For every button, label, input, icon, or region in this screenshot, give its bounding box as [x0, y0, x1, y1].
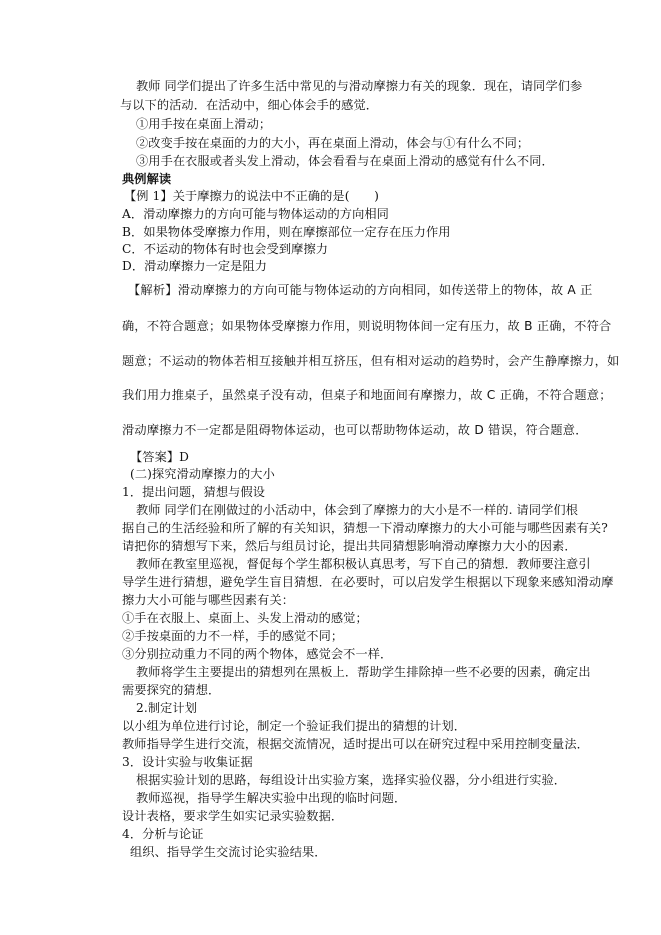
option-a: A．滑动摩擦力的方向可能与物体运动的方向相同 [122, 207, 389, 221]
list-item: ③分别拉动重力不同的两个物体，感觉会不一样． [122, 647, 393, 661]
text-line: 请把你的猜想写下来，然后与组员讨论，提出共同猜想影响滑动摩擦力大小的因素． [122, 539, 577, 553]
text-line: 根据实验计划的思路，每组设计出实验方案，选择实验仪器，分小组进行实验． [136, 773, 567, 787]
list-item: ①手在衣服上、桌面上、头发上滑动的感觉； [122, 611, 368, 625]
text-line: ①用手按在桌面上滑动； [136, 117, 272, 131]
step-heading: 2.制定计划 [136, 701, 197, 715]
text-line: 教师在教室里巡视，督促每个学生都积极认真思考，写下自己的猜想．教师要注意引 [136, 557, 591, 571]
subsection-title: (二)探究滑动摩擦力的大小 [130, 467, 275, 481]
text-line: 擦力大小可能与哪些因素有关： [122, 593, 295, 607]
text-line: 组织、指导学生交流讨论实验结果． [130, 845, 327, 859]
section-heading: 典例解读 [122, 172, 172, 186]
answer: 【答案】D [130, 450, 190, 464]
analysis-line: 滑动摩擦力不一定都是阻碍物体运动，也可以帮助物体运动，故 D 错误，符合题意． [122, 423, 588, 437]
text-line: 教师 同学们在刚做过的小活动中，体会到了摩擦力的大小是不一样的. 请同学们根 [136, 503, 578, 517]
step-heading: 1．提出问题，猜想与假设 [122, 485, 266, 499]
option-c: C．不运动的物体有时也会受到摩擦力 [122, 242, 329, 256]
step-heading: 4．分析与论证 [122, 827, 204, 841]
text-line: 教师 同学们提出了许多生活中常见的与滑动摩擦力有关的现象．现在，请同学们参 [136, 79, 583, 93]
option-d: D．滑动摩擦力一定是阻力 [122, 259, 268, 273]
text-line: 需要探究的猜想． [122, 683, 221, 697]
step-heading: 3．设计实验与收集证据 [122, 755, 253, 769]
analysis-line: 题意；不运动的物体若相互接触并相互挤压，但有相对运动的趋势时，会产生静摩擦力，如 [122, 354, 620, 368]
list-item: ②手按桌面的力不一样，手的感觉不同； [122, 629, 344, 643]
text-line: 据自己的生活经验和所了解的有关知识，猜想一下滑动摩擦力的大小可能与哪些因素有关? [122, 521, 608, 535]
text-line: 教师巡视，指导学生解决实验中出现的临时问题． [136, 791, 407, 805]
analysis-line: 【解析】滑动摩擦力的方向可能与物体运动的方向相同，如传送带上的物体，故 A 正 [128, 283, 593, 297]
text-line: 与以下的活动．在活动中，细心体会手的感觉． [120, 98, 379, 112]
text-line: 教师指导学生进行交流，根据交流情况，适时提出可以在研究过程中采用控制变量法． [122, 737, 589, 751]
example-question: 【例 1】关于摩擦力的说法中不正确的是( ) [124, 189, 379, 203]
text-line: ③用手在衣服或者头发上滑动，体会看看与在桌面上滑动的感觉有什么不同． [136, 154, 554, 168]
text-line: 导学生进行猜想，避免学生盲目猜想．在必要时，可以启发学生根据以下现象来感知滑动摩 [122, 575, 614, 589]
text-line: 教师将学生主要提出的猜想列在黑板上．帮助学生排除掉一些不必要的因素，确定出 [136, 665, 591, 679]
option-b: B．如果物体受摩擦力作用，则在摩擦部位一定存在压力作用 [122, 225, 451, 239]
analysis-line: 确，不符合题意；如果物体受摩擦力作用，则说明物体间一定有压力，故 B 正确，不符合 [122, 319, 612, 333]
text-line: 设计表格，要求学生如实记录实验数据． [122, 809, 344, 823]
analysis-line: 我们用力推桌子，虽然桌子没有动，但桌子和地面间有摩擦力，故 C 正确，不符合题意； [122, 388, 612, 402]
text-line: 以小组为单位进行讨论，制定一个验证我们提出的猜想的计划． [122, 719, 467, 733]
text-line: ②改变手按在桌面的力的大小，再在桌面上滑动，体会与①有什么不同； [136, 136, 530, 150]
